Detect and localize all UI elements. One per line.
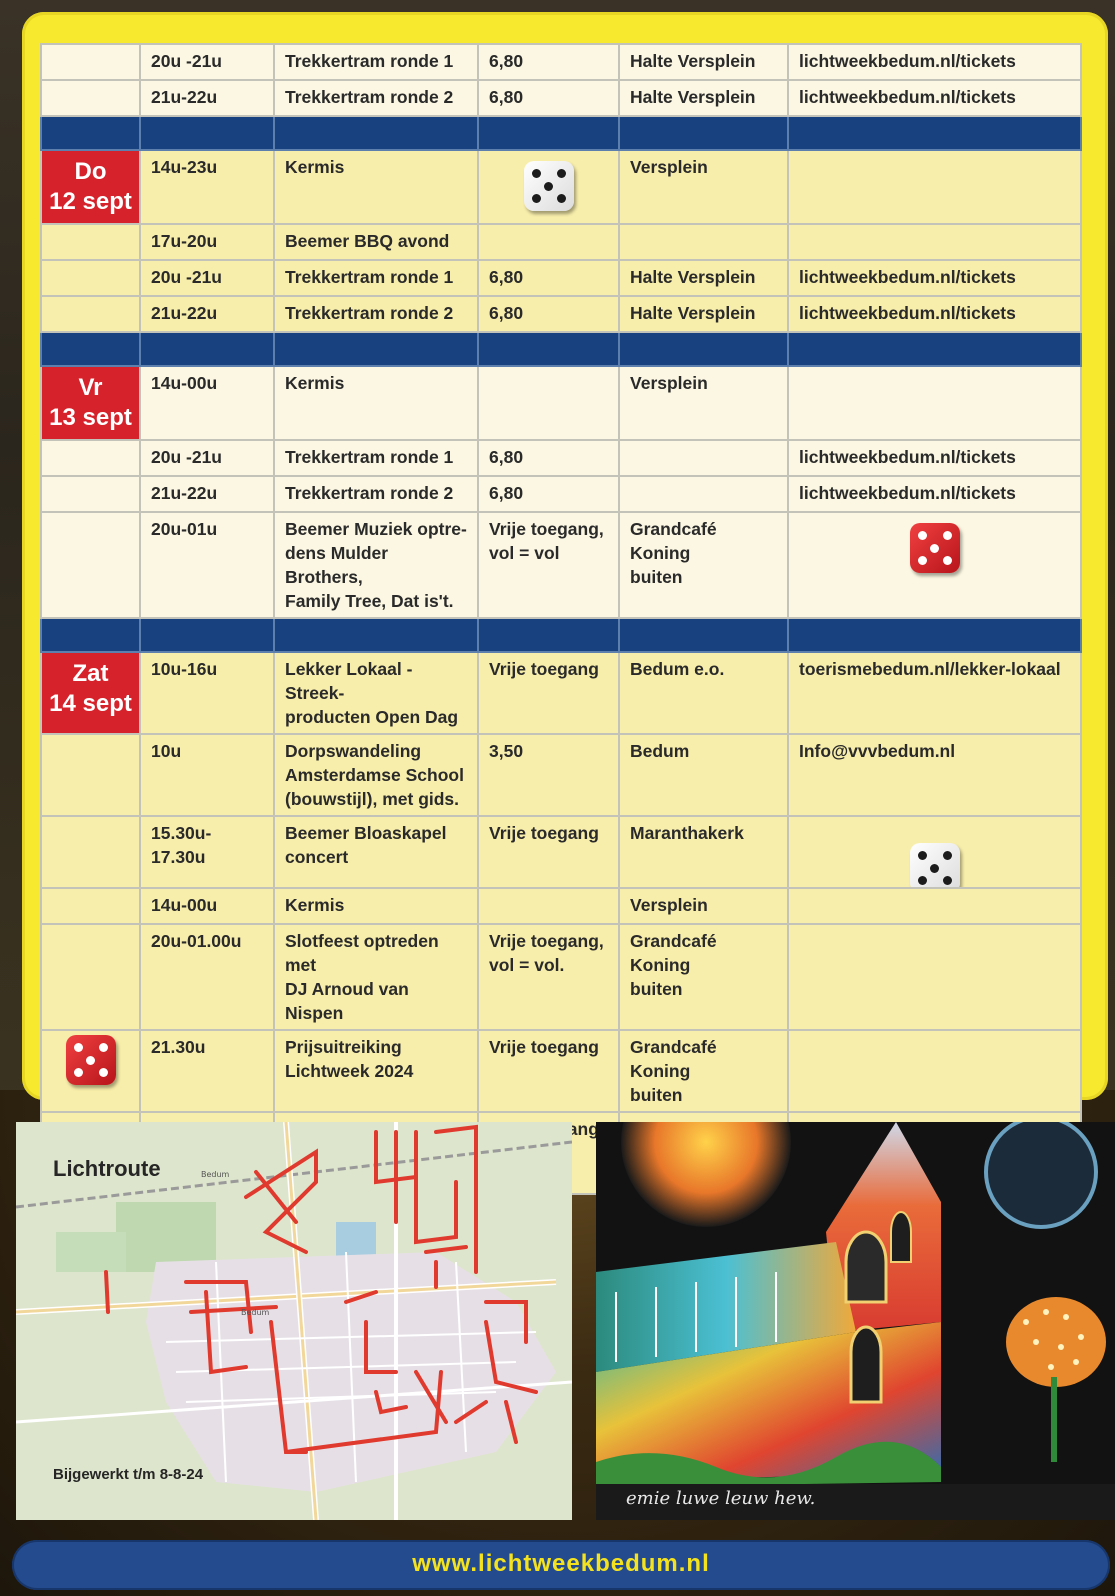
separator-cell: [41, 332, 140, 366]
church-painting-graphic: [596, 1122, 1115, 1520]
table-row: [41, 652, 1081, 734]
time-cell: [140, 1030, 274, 1112]
price-cell: [478, 476, 619, 512]
location-text: Halte Versplein: [630, 267, 756, 287]
time-cell: [140, 260, 274, 296]
time-text: 14u-00u: [151, 895, 218, 915]
separator-cell: [140, 332, 274, 366]
event-cell: [274, 260, 478, 296]
time-text: 20u -21u: [151, 267, 222, 287]
separator-row: [41, 618, 1081, 652]
price-cell: [478, 440, 619, 476]
time-text: 20u-01.00u: [151, 931, 242, 951]
info-cell: [788, 44, 1081, 80]
location-cell: [619, 440, 788, 476]
time-text: 20u-01u: [151, 519, 218, 539]
location-text: Halte Versplein: [630, 303, 756, 323]
price-text: 6,80: [489, 303, 524, 323]
day-date: 14 sept: [49, 690, 132, 717]
day-date: 13 sept: [49, 404, 132, 431]
day-date: 12 sept: [49, 188, 132, 215]
info-text[interactable]: Info@vvvbedum.nl: [799, 741, 956, 761]
separator-cell: [619, 116, 788, 150]
day-cell: [41, 80, 140, 116]
price-text: 6,80: [489, 51, 524, 71]
time-cell: [140, 224, 274, 260]
map-label-bedum-center: Bedum: [241, 1308, 270, 1317]
info-text[interactable]: lichtweekbedum.nl/tickets: [799, 447, 1016, 467]
price-cell: [478, 888, 619, 924]
table-row: [41, 224, 1081, 260]
event-cell: [274, 512, 478, 618]
separator-cell: [619, 618, 788, 652]
separator-cell: [274, 116, 478, 150]
info-cell: [788, 888, 1081, 924]
time-cell: [140, 652, 274, 734]
price-text: 3,50: [489, 741, 524, 761]
event-cell: [274, 224, 478, 260]
event-cell: [274, 734, 478, 816]
location-text: Grandcafé Koning buiten: [630, 931, 717, 999]
info-cell: [788, 440, 1081, 476]
location-cell: [619, 512, 788, 618]
price-text: Vrije toegang, vol = vol: [489, 519, 604, 563]
location-text: Versplein: [630, 157, 708, 177]
event-cell: [274, 1030, 478, 1112]
price-text: 6,80: [489, 87, 524, 107]
event-text: Lekker Lokaal - Streek- producten Open Dag: [285, 659, 459, 727]
info-text[interactable]: lichtweekbedum.nl/tickets: [799, 87, 1016, 107]
time-cell: [140, 888, 274, 924]
price-cell: [478, 924, 619, 1030]
event-text: Trekkertram ronde 2: [285, 483, 454, 503]
separator-cell: [41, 618, 140, 652]
table-row: [41, 512, 1081, 618]
event-text: Trekkertram ronde 1: [285, 51, 454, 71]
dice-white-icon: [910, 843, 960, 888]
price-text: 6,80: [489, 267, 524, 287]
location-cell: [619, 652, 788, 734]
time-cell: [140, 816, 274, 888]
location-cell: [619, 296, 788, 332]
location-text: Grandcafé Koning buiten: [630, 1037, 717, 1105]
day-cell: [41, 924, 140, 1030]
time-text: 15.30u- 17.30u: [151, 823, 212, 867]
location-cell: [619, 150, 788, 224]
event-text: Kermis: [285, 373, 345, 393]
day-cell: [41, 44, 140, 80]
table-row: [41, 816, 1081, 888]
price-cell: [478, 150, 619, 224]
time-text: 20u -21u: [151, 447, 222, 467]
day-cell: [41, 296, 140, 332]
time-text: 20u -21u: [151, 51, 222, 71]
day-cell: [41, 260, 140, 296]
time-cell: [140, 512, 274, 618]
event-cell: [274, 440, 478, 476]
day-cell: [41, 512, 140, 618]
day-cell: [41, 816, 140, 888]
time-text: 21u-22u: [151, 303, 218, 323]
event-cell: [274, 296, 478, 332]
separator-cell: [41, 116, 140, 150]
location-cell: [619, 224, 788, 260]
location-cell: [619, 366, 788, 440]
separator-cell: [788, 618, 1081, 652]
price-cell: [478, 260, 619, 296]
separator-cell: [788, 116, 1081, 150]
time-text: 10u-16u: [151, 659, 218, 679]
price-cell: [478, 652, 619, 734]
painting-signature: emie luwe leuw hew.: [626, 1488, 816, 1509]
dice-white-icon: [524, 161, 574, 211]
table-row: [41, 44, 1081, 80]
location-cell: [619, 816, 788, 888]
event-cell: [274, 816, 478, 888]
day-cell: [41, 888, 140, 924]
info-cell: [788, 476, 1081, 512]
price-cell: [478, 366, 619, 440]
event-cell: [274, 366, 478, 440]
time-text: 17u-20u: [151, 231, 218, 251]
location-text: Bedum: [630, 741, 690, 761]
event-text: Trekkertram ronde 1: [285, 447, 454, 467]
info-cell: [788, 1030, 1081, 1112]
church-painting: [596, 1122, 1115, 1520]
map-title: Lichtroute: [53, 1156, 161, 1181]
event-text: Trekkertram ronde 2: [285, 87, 454, 107]
info-cell: [788, 652, 1081, 734]
event-cell: [274, 44, 478, 80]
info-text[interactable]: lichtweekbedum.nl/tickets: [799, 51, 1016, 71]
table-row: [41, 260, 1081, 296]
table-row: [41, 1030, 1081, 1112]
location-cell: [619, 924, 788, 1030]
price-text: Vrije toegang: [489, 823, 599, 843]
event-text: Slotfeest optreden met DJ Arnoud van Nispen: [285, 931, 439, 1023]
time-cell: [140, 734, 274, 816]
table-row: [41, 366, 1081, 440]
time-cell: [140, 440, 274, 476]
location-text: Halte Versplein: [630, 87, 756, 107]
separator-cell: [274, 332, 478, 366]
day-name: Vr: [78, 374, 103, 401]
website-link[interactable]: www.lichtweekbedum.nl: [412, 1550, 710, 1577]
price-cell: [478, 80, 619, 116]
dice-red-icon: [910, 523, 960, 573]
day-cell: [41, 1030, 140, 1112]
day-cell: [41, 652, 140, 734]
location-text: Bedum e.o.: [630, 659, 725, 679]
location-cell: [619, 44, 788, 80]
separator-cell: [478, 116, 619, 150]
separator-cell: [478, 332, 619, 366]
event-cell: [274, 888, 478, 924]
info-text[interactable]: lichtweekbedum.nl/tickets: [799, 267, 1016, 287]
info-text[interactable]: lichtweekbedum.nl/tickets: [799, 483, 1016, 503]
table-row: [41, 296, 1081, 332]
price-text: 6,80: [489, 483, 524, 503]
price-cell: [478, 512, 619, 618]
location-cell: [619, 260, 788, 296]
table-row: [41, 924, 1081, 1030]
time-text: 14u-23u: [151, 157, 218, 177]
time-cell: [140, 924, 274, 1030]
info-text[interactable]: lichtweekbedum.nl/tickets: [799, 303, 1016, 323]
event-text: Trekkertram ronde 2: [285, 303, 454, 323]
location-cell: [619, 80, 788, 116]
time-text: 14u-00u: [151, 373, 218, 393]
price-cell: [478, 1030, 619, 1112]
price-cell: [478, 816, 619, 888]
time-cell: [140, 296, 274, 332]
price-cell: [478, 44, 619, 80]
separator-cell: [140, 116, 274, 150]
time-text: 21.30u: [151, 1037, 206, 1057]
table-row: [41, 734, 1081, 816]
event-text: Beemer Muziek optre- dens Mulder Brothers, Family Tree, Dat is't.: [285, 519, 467, 611]
location-text: Versplein: [630, 895, 708, 915]
location-text: Halte Versplein: [630, 51, 756, 71]
map-label-bedum-station: Bedum: [201, 1170, 230, 1179]
time-cell: [140, 366, 274, 440]
event-text: Trekkertram ronde 1: [285, 267, 454, 287]
day-cell: [41, 150, 140, 224]
event-text: Kermis: [285, 895, 345, 915]
dice-red-icon: [66, 1035, 116, 1085]
event-text: Beemer BBQ avond: [285, 231, 450, 251]
time-text: 10u: [151, 741, 182, 761]
schedule-table: [40, 43, 1082, 1195]
day-cell: [41, 440, 140, 476]
separator-cell: [478, 618, 619, 652]
separator-cell: [140, 618, 274, 652]
info-cell: [788, 80, 1081, 116]
price-cell: [478, 734, 619, 816]
location-cell: [619, 476, 788, 512]
event-text: Beemer Bloaskapel concert: [285, 823, 447, 867]
table-row: [41, 440, 1081, 476]
info-cell: [788, 816, 1081, 888]
location-text: Grandcafé Koning buiten: [630, 519, 717, 587]
separator-cell: [274, 618, 478, 652]
day-cell: [41, 366, 140, 440]
event-text: Kermis: [285, 157, 345, 177]
location-cell: [619, 888, 788, 924]
price-text: Vrije toegang: [489, 1037, 599, 1057]
separator-cell: [619, 332, 788, 366]
info-cell: [788, 924, 1081, 1030]
time-cell: [140, 476, 274, 512]
location-text: Versplein: [630, 373, 708, 393]
info-cell: [788, 260, 1081, 296]
location-text: Maranthakerk: [630, 823, 744, 843]
event-cell: [274, 150, 478, 224]
price-text: Vrije toegang: [489, 659, 599, 679]
price-text: Vrije toegang, vol = vol.: [489, 931, 604, 975]
day-cell: [41, 224, 140, 260]
day-cell: [41, 476, 140, 512]
info-cell: [788, 296, 1081, 332]
time-text: 21u-22u: [151, 483, 218, 503]
event-cell: [274, 476, 478, 512]
info-cell: [788, 366, 1081, 440]
day-name: Zat: [72, 660, 109, 687]
info-cell: [788, 734, 1081, 816]
price-text: 6,80: [489, 447, 524, 467]
table-row: [41, 80, 1081, 116]
separator-row: [41, 332, 1081, 366]
event-cell: [274, 652, 478, 734]
event-cell: [274, 924, 478, 1030]
day-name: Do: [74, 158, 107, 185]
info-cell: [788, 512, 1081, 618]
info-text[interactable]: toerismebedum.nl/lekker-lokaal: [799, 659, 1061, 679]
table-row: [41, 476, 1081, 512]
location-cell: [619, 734, 788, 816]
map-updated-note: Bijgewerkt t/m 8-8-24: [53, 1466, 204, 1483]
event-cell: [274, 80, 478, 116]
info-cell: [788, 150, 1081, 224]
day-cell: [41, 734, 140, 816]
separator-cell: [788, 332, 1081, 366]
table-row: [41, 888, 1081, 924]
footer-url-bar[interactable]: [12, 1540, 1110, 1590]
price-cell: [478, 296, 619, 332]
time-cell: [140, 150, 274, 224]
event-text: Dorpswandeling Amsterdamse School (bouwstijl), met gids.: [285, 741, 464, 809]
event-text: Prijsuitreiking Lichtweek 2024: [285, 1037, 414, 1081]
info-cell: [788, 224, 1081, 260]
price-cell: [478, 224, 619, 260]
time-cell: [140, 80, 274, 116]
lichtroute-map: [16, 1122, 572, 1520]
location-cell: [619, 1030, 788, 1112]
time-text: 21u-22u: [151, 87, 218, 107]
separator-row: [41, 116, 1081, 150]
time-cell: [140, 44, 274, 80]
table-row: [41, 150, 1081, 224]
